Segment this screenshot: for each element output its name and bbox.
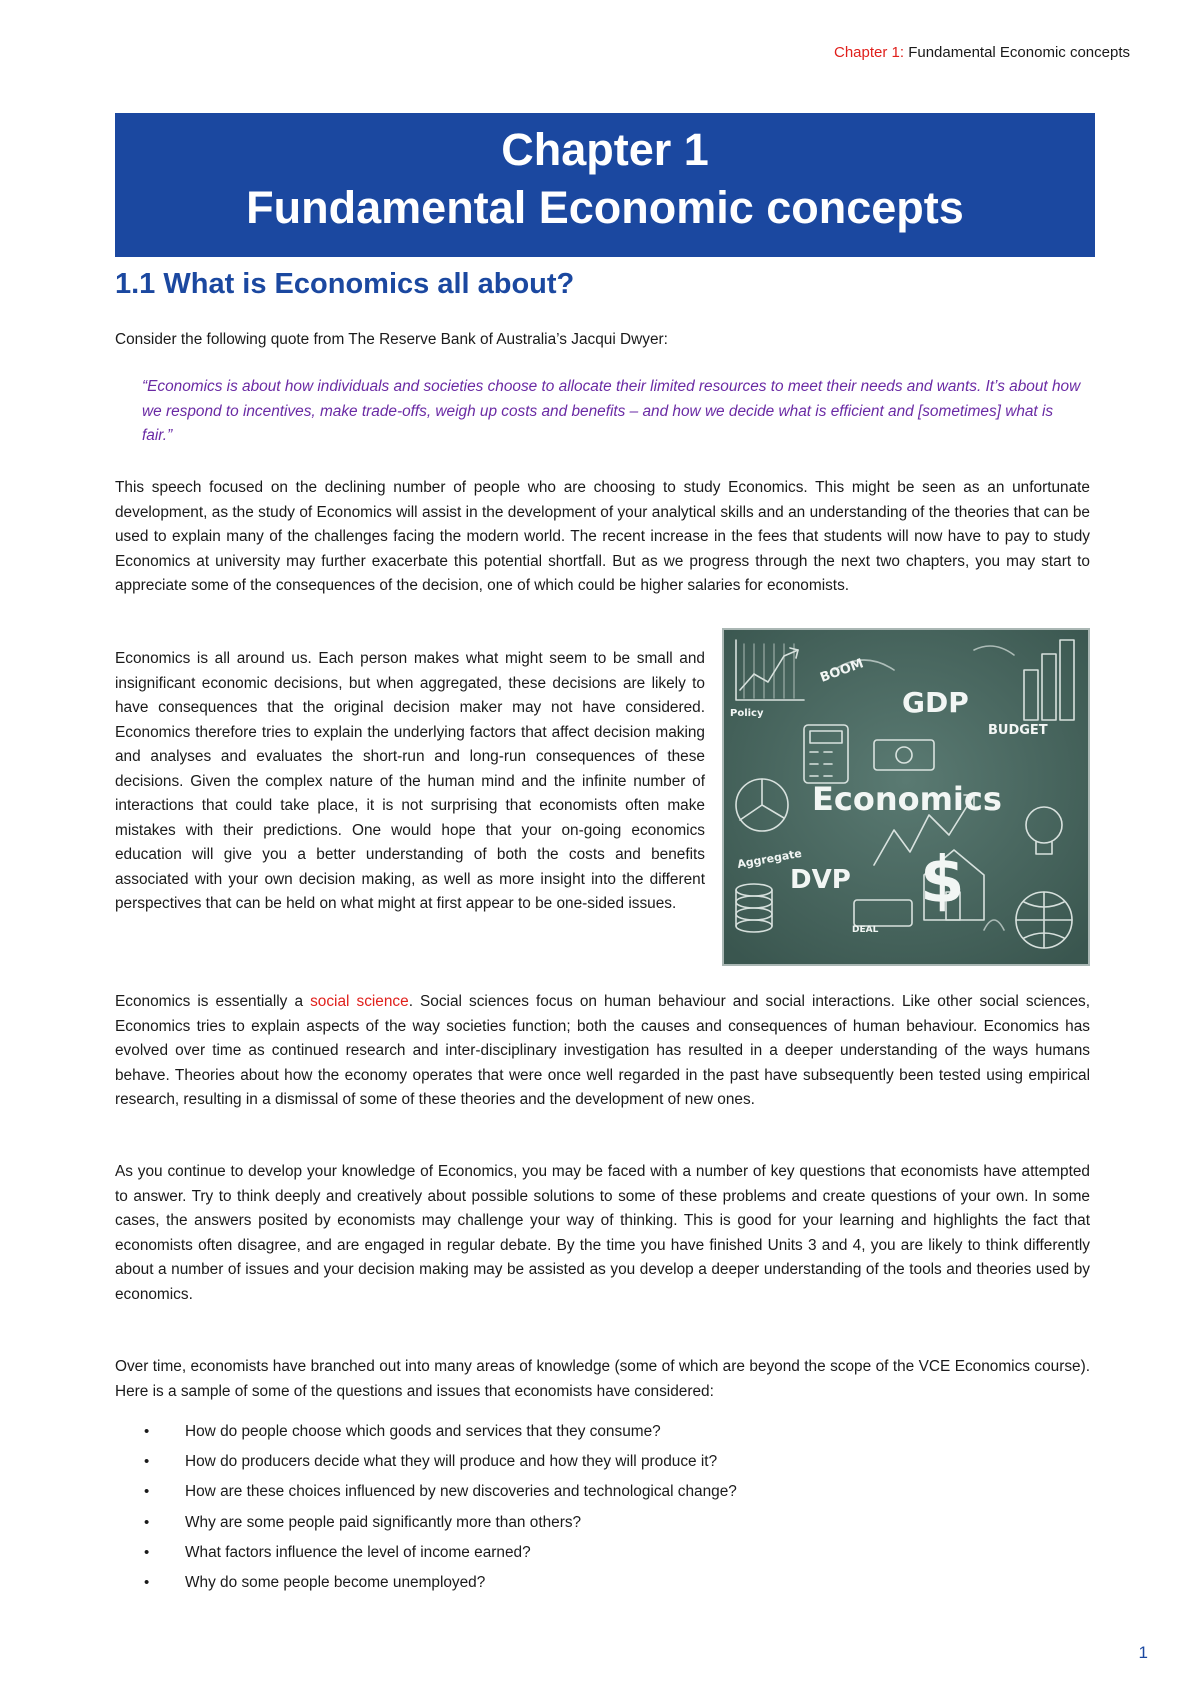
list-item: • How are these choices influenced by new discoveries and technological change? <box>115 1480 1090 1510</box>
paragraph-3 <box>115 990 1090 1113</box>
list-item: • Why do some people become unemployed? <box>115 1571 1090 1601</box>
paragraph-5: Over time, economists have branched out into many areas of knowledge (some of which are beyond the scope of the VCE Economics course). Here is a sample of some of the questions and issues that economists have considered: <box>115 1358 1090 1400</box>
list-item: • What factors influence the level of income earned? <box>115 1541 1090 1571</box>
paragraph-2: Economics is all around us. Each person makes what might seem to be small and insignificant economic decisions, but when aggregated, these decisions are likely to have consequences that the original decision maker may not have considered. Economics therefore tries to explain the underlying factors that affect decision making and analyses and evaluates the short-run and long-run consequences of these decisions. Given the complex nature of the human mind and the infinite number of interactions that could take place, it is not surprising that economists often make mistakes with their predictions. One would hope that your on-going economics education will give you a better understanding of both the costs and benefits associated with your own decision making, as well as more insight into the different perspectives that can be held on what might at first appear to be one-sided issues. <box>115 650 705 912</box>
figure-word-aggregate: Aggregate <box>736 846 803 871</box>
questions-list <box>115 1420 1090 1601</box>
dollar-sign-icon: $ <box>920 844 965 918</box>
figure-word-gdp: GDP <box>902 686 969 719</box>
figure-word-policy: Policy <box>730 708 764 719</box>
paragraph-1: This speech focused on the declining number of people who are choosing to study Economics. This might be seen as an unfortunate development, as the study of Economics will assist in the development of your analytical skills and an understanding of the theories that can be used to explain many of the challenges facing the modern world. The recent increase in the fees that students will now have to pay to study Economics at university may further exacerbate this potential shortfall. But as we progress through the next two chapters, you may start to appreciate some of the consequences of the decision, one of which could be higher salaries for economists. <box>115 479 1090 594</box>
paragraph-3-start: Economics is essentially a <box>115 993 311 1010</box>
quote-block: “Economics is about how individuals and societies choose to allocate their limited resources to meet their needs and wants. It’s about how we respond to incentives, make trade-offs, weigh up costs and benefits – and how we decide what is efficient and [sometimes] what is fair.” <box>142 378 1081 444</box>
list-item: • Why are some people paid significantly more than others? <box>115 1511 1090 1541</box>
figure-word-budget: BUDGET <box>988 723 1048 738</box>
running-header <box>834 44 1130 61</box>
figure-word-boom: BOOM <box>818 656 866 686</box>
paragraph-4: As you continue to develop your knowledge of Economics, you may be faced with a number of key questions that economists have attempted to answer. Try to think deeply and creatively about possible solutions to some of these problems and create questions of your own. In some cases, the answers posited by economists may challenge your way of thinking. This is good for your learning and highlights the fact that economists often disagree, and are engaged in regular debate. By the time you have finished Units 3 and 4, you are likely to think differently about a number of issues and your decision making may be assisted as you develop a deeper understanding of the tools and theories used by economics. <box>115 1163 1090 1303</box>
list-item: • How do people choose which goods and services that they consume? <box>115 1420 1090 1450</box>
figure-word-dvp: DVP <box>790 865 851 895</box>
page-number: 1 <box>1138 1643 1148 1662</box>
figure-word-economics: Economics <box>812 780 1002 818</box>
intro-paragraph: Consider the following quote from The Reserve Bank of Australia’s Jacqui Dwyer: <box>115 331 668 348</box>
paragraph-3-end: . Social sciences focus on human behaviour and social interactions. Like other social sciences, Economics tries to explain aspects of the way societies function; both the causes and consequences of human behaviour. Economics has evolved over time as continued research and inter-disciplinary investigation has resulted in a deeper understanding of the ways humans behave. Theories about how the economy operates that were once well regarded in the past have subsequently been tested using empirical research, resulting in a dismissal of some of these theories and the development of new ones. <box>115 993 1091 1108</box>
section-heading: 1.1 What is Economics all about? <box>115 268 575 300</box>
chapter-title: Fundamental Economic concepts <box>246 182 964 233</box>
header-chapter-label: Chapter 1: <box>833 44 905 61</box>
figure-word-deal: DEAL <box>852 925 879 935</box>
economics-chalkboard-image <box>722 628 1090 966</box>
list-item: • How do producers decide what they will produce and how they will produce it? <box>115 1450 1090 1480</box>
chapter-number: Chapter 1 <box>501 124 709 175</box>
social-science-term: social science <box>310 993 409 1010</box>
chapter-title-banner <box>115 113 1095 257</box>
header-chapter-topic: Fundamental Economic concepts <box>908 44 1130 61</box>
